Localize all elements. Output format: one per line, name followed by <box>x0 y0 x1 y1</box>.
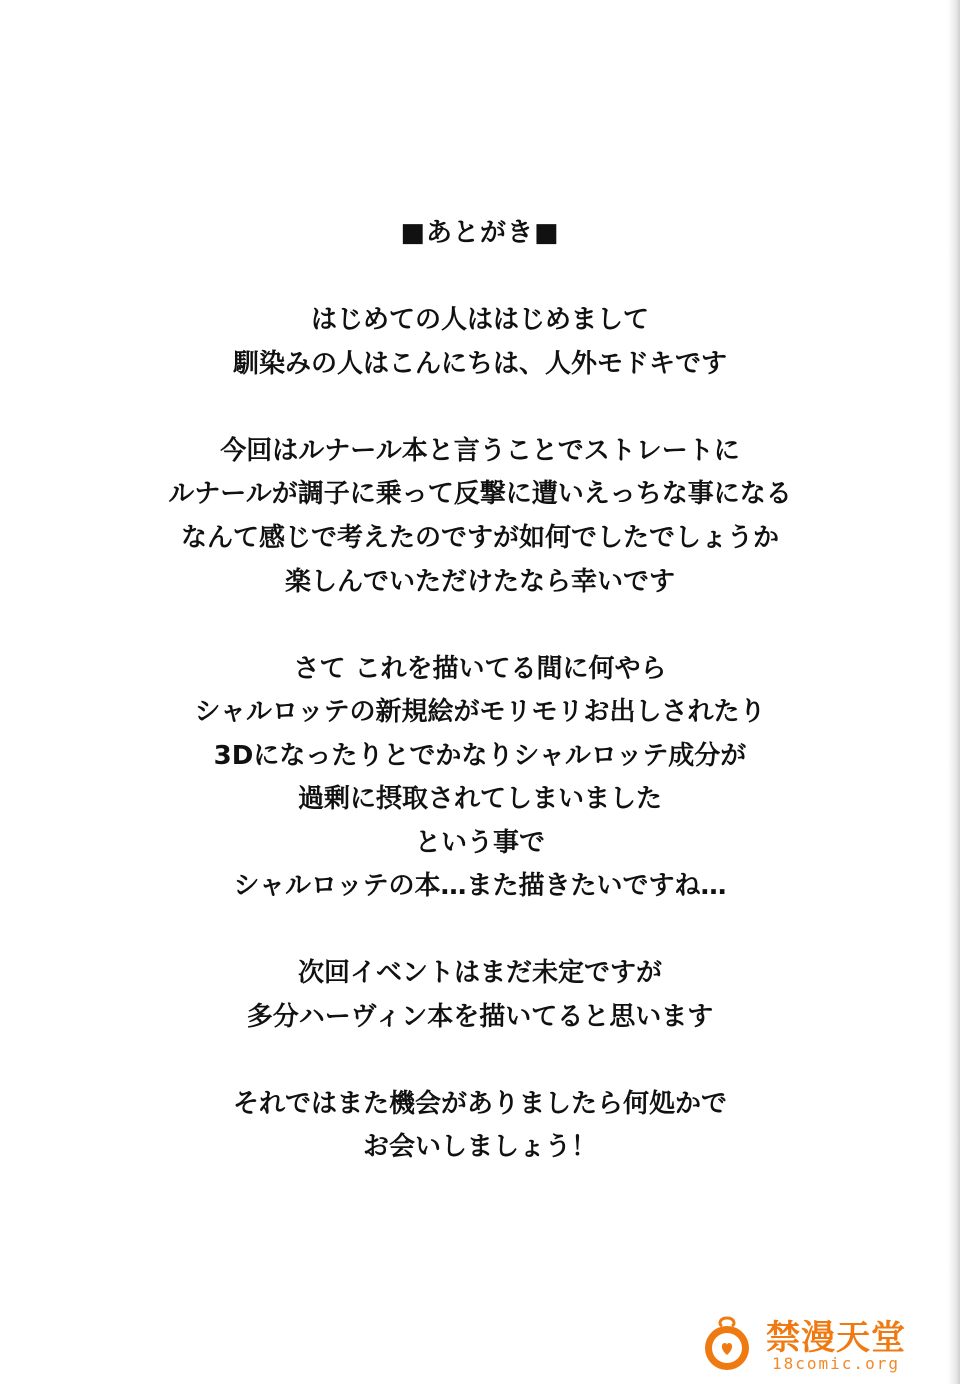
text-line: 3Dになったりとでかなりシャルロッテ成分が <box>213 741 747 771</box>
page-edge-shadow <box>948 0 960 1384</box>
site-watermark <box>696 1308 936 1376</box>
text-line: なんて感じで考えたのですが如何でしたでしょうか <box>180 523 779 553</box>
text-line: 楽しんでいただけたなら幸いです <box>284 567 675 597</box>
text-line: 次回イベントはまだ未定ですが <box>297 958 662 988</box>
text-line: ルナールが調子に乗って反撃に遭いえっちな事になる <box>168 479 792 509</box>
afterword-title: ■あとがき■ <box>400 218 560 248</box>
text-line: お会いしましょう！ <box>362 1132 597 1162</box>
text-line: 馴染みの人はこんにちは、人外モドキです <box>232 349 727 379</box>
watermark-title: 禁漫天堂 <box>766 1318 906 1358</box>
text-line: はじめての人ははじめまして <box>310 305 649 335</box>
text-line: シャルロッテの本…また描きたいですね… <box>233 871 727 901</box>
text-line: シャルロッテの新規絵がモリモリお出しされたり <box>194 697 766 727</box>
mascot-logo-icon <box>696 1314 758 1372</box>
text-line: それではまた機会がありましたら何処かで <box>232 1089 727 1119</box>
text-line: 今回はルナール本と言うことでストレートに <box>220 436 740 466</box>
text-line: 多分ハーヴィン本を描いてると思います <box>246 1002 714 1032</box>
watermark-url: 18comic.org <box>772 1354 900 1373</box>
text-line: さて これを描いてる間に何やら <box>293 654 667 684</box>
text-line: という事で <box>414 828 545 858</box>
text-line: 過剰に摂取されてしまいました <box>297 784 662 814</box>
